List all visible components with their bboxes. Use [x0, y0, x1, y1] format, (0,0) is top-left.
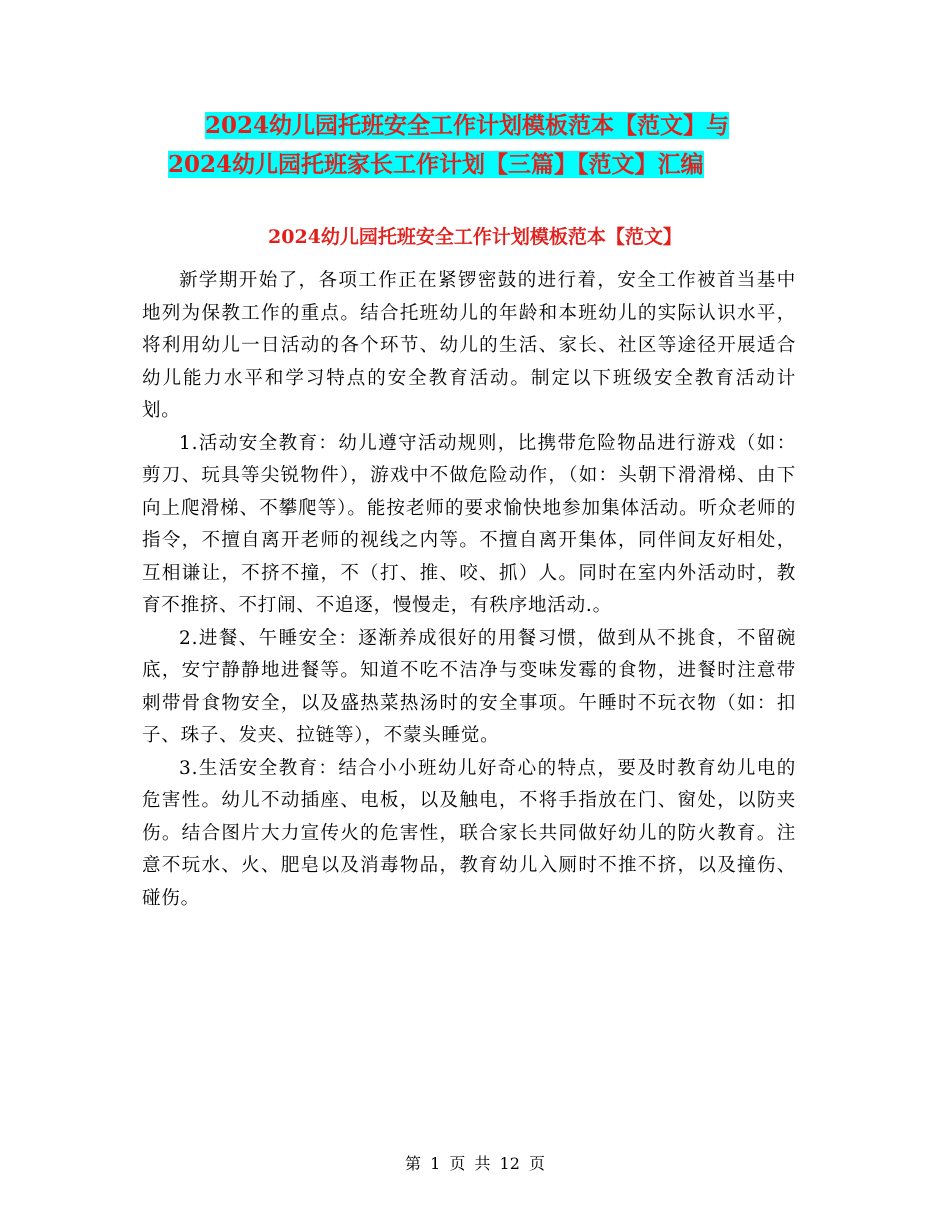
document-title-line-1-text: 2024幼儿园托班安全工作计划模板范本【范文】与: [205, 112, 730, 139]
document-title-line-2-text: 2024幼儿园托班家长工作计划【三篇】【范文】汇编: [168, 151, 704, 178]
document-title-line-1: [140, 106, 840, 145]
paragraph-life-safety: 3.生活安全教育：结合小小班幼儿好奇心的特点，要及时教育幼儿电的危害性。幼儿不动插座、电板，以及触电，不将手指放在门、窗处，以防夹伤。结合图片大力宣传火的危害性，联合家长共同做好幼儿的防火教育。注意不玩水、火、肥皂以及消毒物品，教育幼儿入厕时不推不挤，以及撞伤、碰伤。: [142, 757, 796, 909]
paragraph-intro: 新学期开始了，各项工作正在紧锣密鼓的进行着，安全工作被首当基中地列为保教工作的重点。结合托班幼儿的年龄和本班幼儿的实际认识水平，将利用幼儿一日活动的各个环节、幼儿的生活、家长、社区等途径开展适合幼儿能力水平和学习特点的安全教育活动。制定以下班级安全教育活动计划。: [142, 270, 796, 421]
paragraph-meal-nap-safety: 2.进餐、午睡安全：逐渐养成很好的用餐习惯，做到从不挑食，不留碗底，安宁静静地进餐等。知道不吃不洁净与变味发霉的食物，进餐时注意带刺带骨食物安全，以及盛热菜热汤时的安全事项。午睡时不玩衣物（如：扣子、珠子、发夹、拉链等），不蒙头睡觉。: [142, 627, 796, 746]
section-title: 2024幼儿园托班安全工作计划模板范本【范文】: [268, 226, 682, 248]
page-footer: 第 1 页 共 12 页: [405, 1154, 545, 1173]
paragraph-activity-safety: 1.活动安全教育：幼儿遵守活动规则，比携带危险物品进行游戏（如：剪刀、玩具等尖锐物件），游戏中不做危险动作，（如：头朝下滑滑梯、由下向上爬滑梯、不攀爬等）。能按老师的要求愉快地参加集体活动。听众老师的指令，不擅自离开老师的视线之内等。不擅自离开集体，同伴间友好相处，互相谦让，不挤不撞，不（打、推、咬、抓）人。同时在室内外活动时，教育不推挤、不打闹、不追逐，慢慢走，有秩序地活动.。: [142, 432, 796, 616]
document-title: [140, 106, 840, 184]
document-title-line-2: [140, 145, 840, 184]
body-text: [142, 265, 796, 915]
